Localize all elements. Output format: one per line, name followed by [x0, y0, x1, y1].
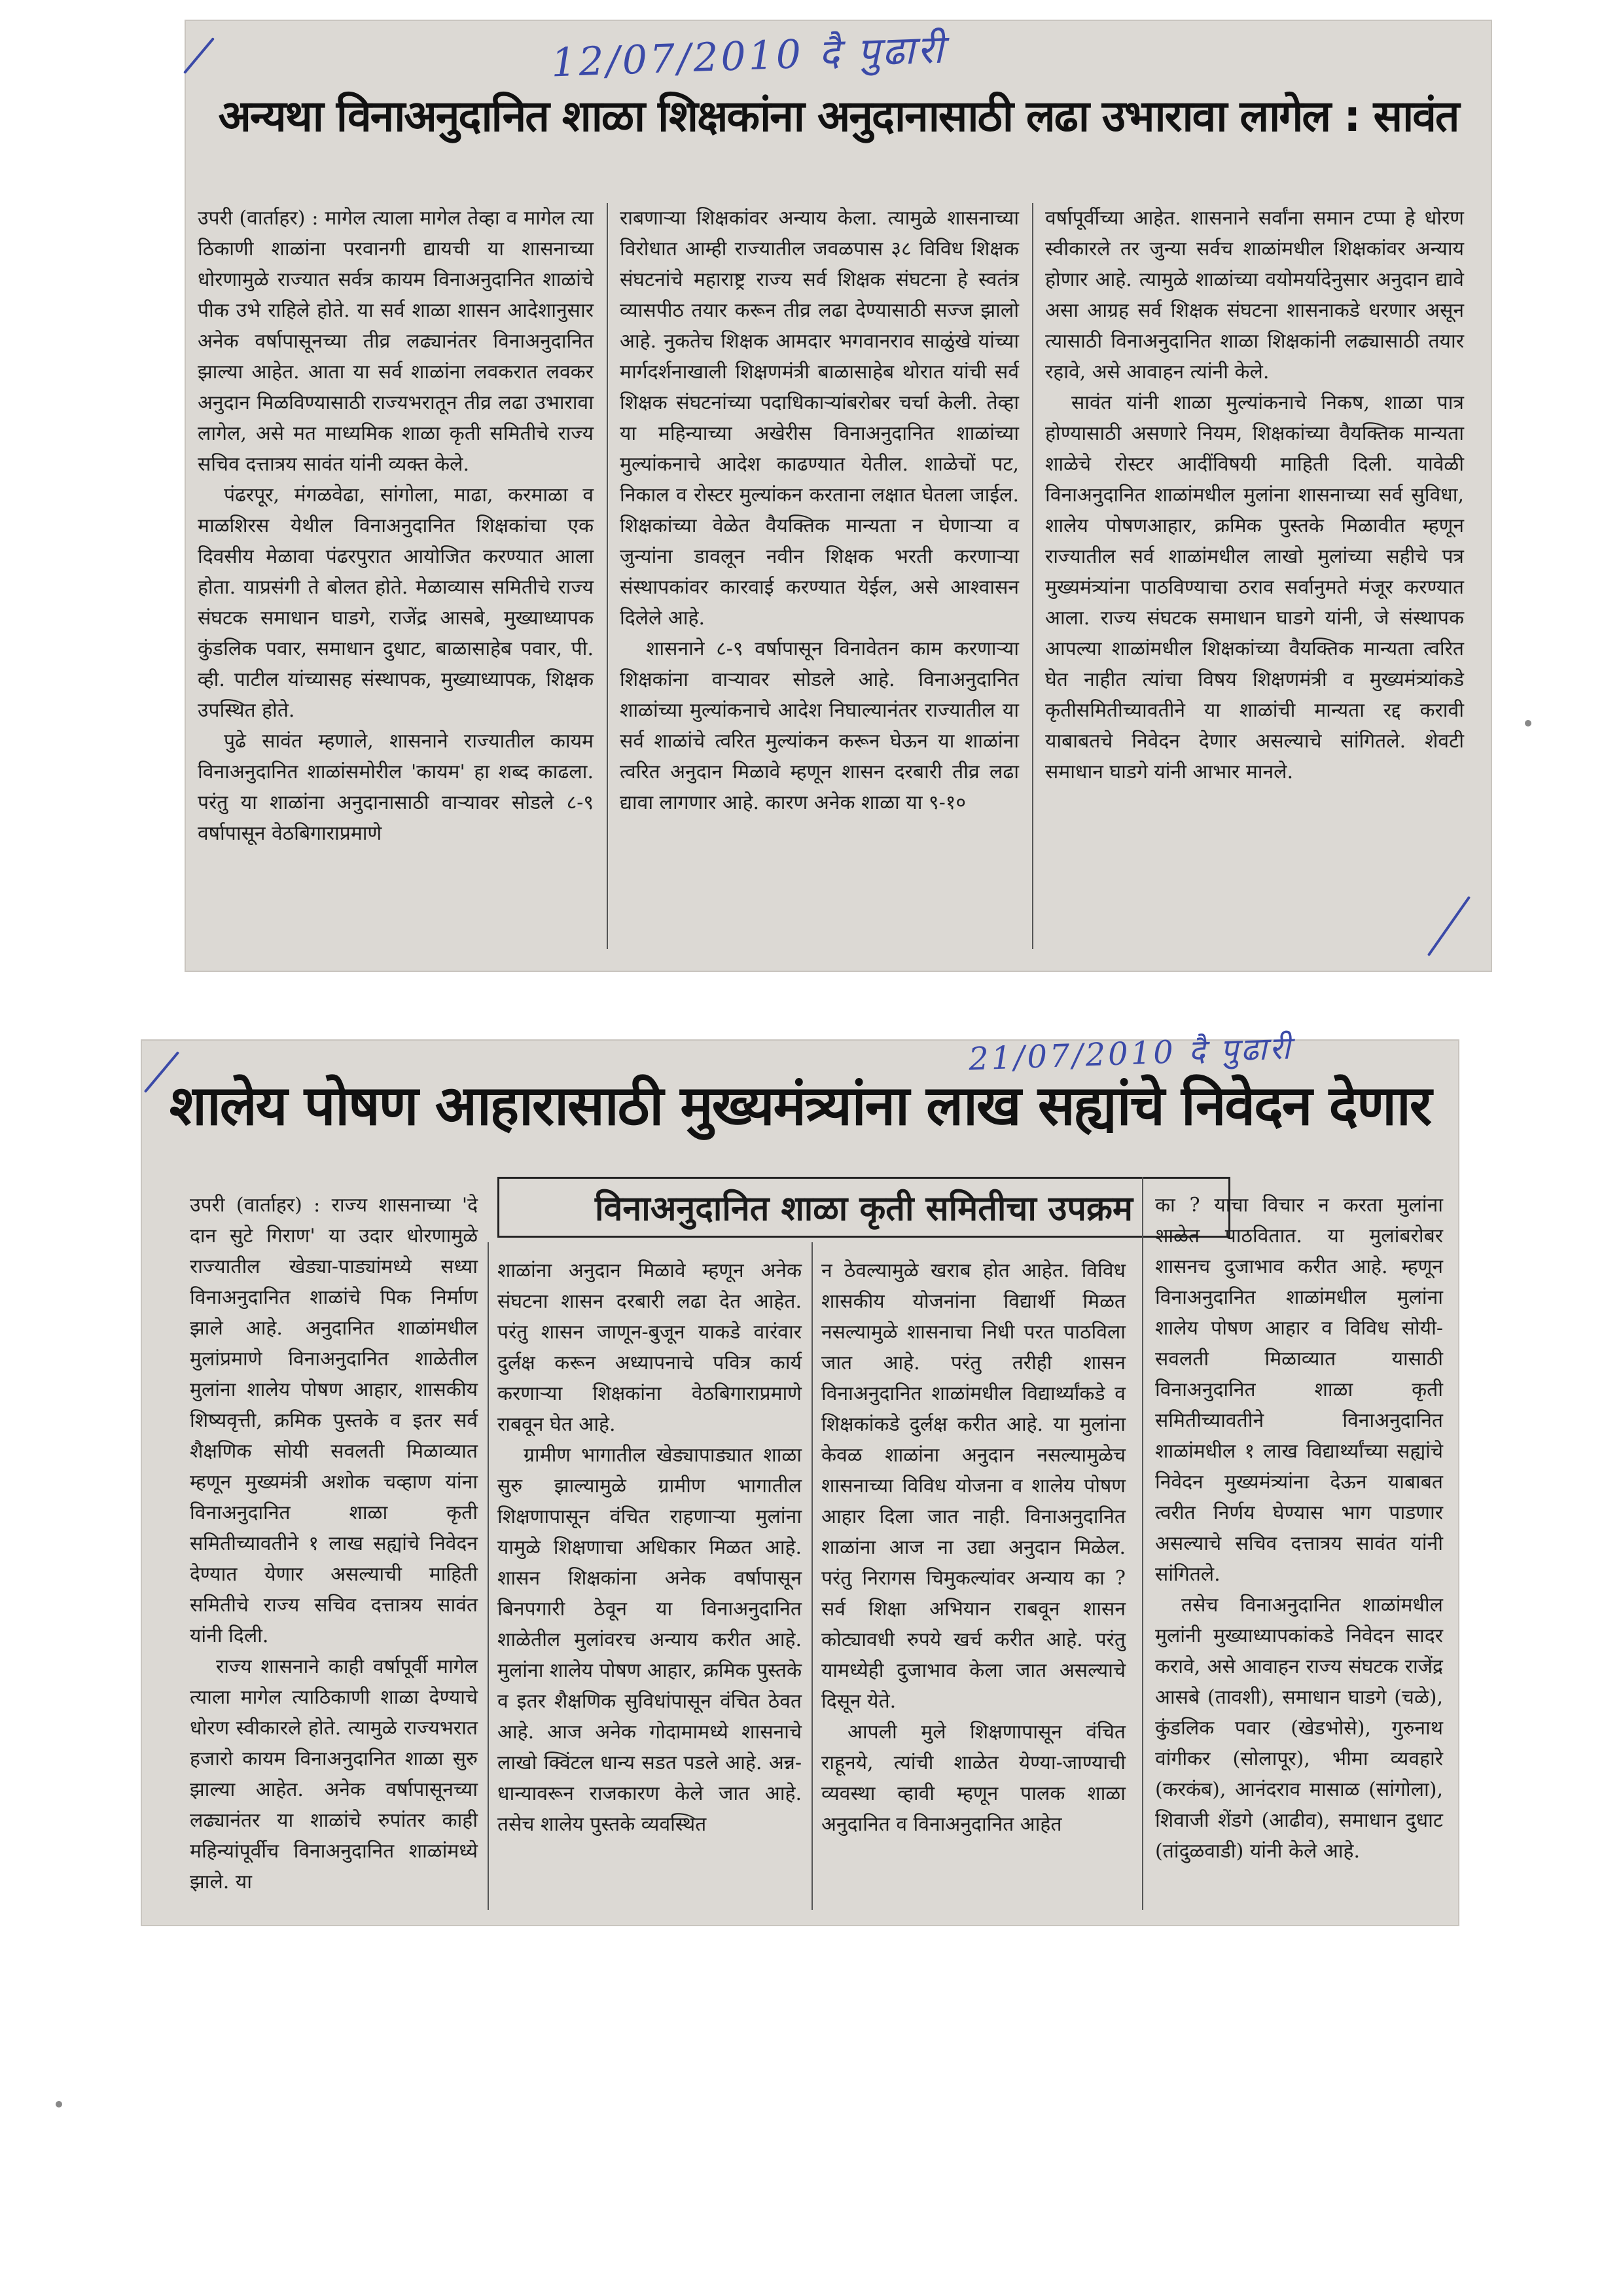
scan-speck: [1525, 720, 1531, 726]
paragraph: शासनाने ८-९ वर्षापासून विनावेतन काम करणाऱ्या शिक्षकांना वाऱ्यावर सोडले आहे. विनाअनुदानित शाळांच्या मुल्यांकनाचे आदेश निघाल्यानंतर राज्यातील या सर्व शाळांचे त्वरित मुल्यांकन करून घेऊन या शाळांना त्वरित अनुदान मिळावे म्हणून शासन दरबारी तीव्र लढा द्यावा लागणार आहे. कारण अनेक शाळा या ९-१०: [620, 637, 1019, 814]
article-column-2: [497, 1255, 802, 1840]
paragraph: सावंत यांनी शाळा मुल्यांकनाचे निकष, शाळा पात्र होण्यासाठी असणारे नियम, शिक्षकांच्या वैयक्तिक मान्यता शाळेचे रोस्टर आदींविषयी माहिती दिली. यावेळी विनाअनुदानित शाळांमधील मुलांना शासनाच्या सर्व सुविधा, शालेय पोषणआहार, क्रमिक पुस्तके मिळावीत म्हणून राज्यातील सर्व शाळांमधील लाखो मुलांच्या सहीचे पत्र मुख्यमंत्र्यांना पाठविण्याचा ठराव सर्वानुमते मंजूर करण्यात आला. राज्य संघटक समाधान घाडगे यांनी, जे संस्थापक आपल्या शाळांमधील शिक्षकांच्या वैयक्तिक मान्यता त्वरित घेत नाहीत त्यांचा विषय शिक्षणमंत्री व मुख्यमंत्र्यांकडे कृतीसमितीच्यावतीने या शाळांची मान्यता रद्द करावी याबाबतचे निवेदन देणार असल्याचे सांगितले. शेवटी समाधान घाडगे यांनी आभार मानले.: [1045, 391, 1464, 783]
column-divider: [607, 203, 608, 949]
handwritten-date-note: 21/07/2010 दै पुढारी: [968, 1030, 1294, 1078]
article-column-1: [198, 203, 594, 849]
paragraph: उपरी (वार्ताहर) : राज्य शासनाच्या 'दे दान सुटे गिराण' या उदार धोरणामुळे राज्यातील खेड्या-पाड्यांमध्ये सध्या विनाअनुदानित शाळांचे पिक निर्माण झाले आहे. अनुदानित शाळांमधील मुलांप्रमाणे विनाअनुदानित शाळेतील मुलांना शालेय पोषण आहार, शासकीय शिष्यवृत्ती, क्रमिक पुस्तके व इतर सर्व शैक्षणिक सोयी सवलती मिळाव्यात म्हणून मुख्यमंत्री अशोक चव्हाण यांना विनाअनुदानित शाळा कृती समितीच्यावतीने १ लाख सह्यांचे निवेदन देण्यात येणार असल्याची माहिती समितीचे राज्य सचिव दत्तात्रय सावंत यांनी दिली.: [190, 1194, 478, 1647]
paragraph: तसेच विनाअनुदानित शाळांमधील मुलांनी मुख्याध्यापकांकडे निवेदन सादर करावे, असे आवाहन राज्य संघटक राजेंद्र आसबे (तावशी), समाधान घाडगे (चळे), कुंडलिक पवार (खेडभोसे), गुरुनाथ वांगीकर (सोलापूर), भीमा व्यवहारे (करकंब), आनंदराव मासाळ (सांगोला), शिवाजी शेंडगे (आढीव), समाधान दुधाट (तांदुळवाडी) यांनी केले आहे.: [1155, 1594, 1443, 1863]
column-divider: [812, 1242, 813, 1910]
paragraph: आपली मुले शिक्षणापासून वंचित राहूनये, त्यांची शाळेत येण्या-जाण्याची व्यवस्था व्हावी म्हणून पालक शाळा अनुदानित व विनाअनुदानित आहेत: [821, 1721, 1126, 1836]
paragraph: उपरी (वार्ताहर) : मागेल त्याला मागेल तेव्हा व मागेल त्या ठिकाणी शाळांना परवानगी द्यायची या शासनाच्या धोरणामुळे राज्यात सर्वत्र कायम विनाअनुदानित शाळांचे पीक उभे राहिले होते. या सर्व शाळा शासन आदेशानुसार अनेक वर्षापासूनच्या तीव्र लढ्यानंतर विनाअनुदानित झाल्या आहेत. आता या सर्व शाळांना लवकरात लवकर अनुदान मिळविण्यासाठी राज्यभरातून तीव्र लढा उभारावा लागेल, असे मत माध्यमिक शाळा कृती समितीचे राज्य सचिव दत्तात्रय सावंत यांनी व्यक्त केले.: [198, 207, 594, 476]
paragraph: का ? याचा विचार न करता मुलांना शाळेत पाठवितात. या मुलांबरोबर शासनच दुजाभाव करीत आहे. म्हणून विनाअनुदानित शाळांमधील मुलांना शालेय पोषण आहार व विविध सोयी-सवलती मिळाव्यात यासाठी विनाअनुदानित शाळा कृती समितीच्यावतीने विनाअनुदानित शाळांमधील १ लाख विद्यार्थ्यांच्या सह्यांचे निवेदन मुख्यमंत्र्यांना देऊन याबाबत त्वरीत निर्णय घेण्यास भाग पाडणार असल्याचे सचिव दत्तात्रय सावंत यांनी सांगितले.: [1155, 1194, 1443, 1586]
paragraph: शाळांना अनुदान मिळावे म्हणून अनेक संघटना शासन दरबारी लढा देत आहेत. परंतु शासन जाणून-बुजून याकडे वारंवार दुर्लक्ष करून अध्यापनाचे पवित्र कार्य करणाऱ्या शिक्षकांना वेठबिगाराप्रमाणे राबवून घेत आहे.: [497, 1259, 802, 1436]
paragraph: वर्षापूर्वीच्या आहेत. शासनाने सर्वांना समान टप्पा हे धोरण स्वीकारले तर जुन्या सर्वच शाळांमधील शिक्षकांवर अन्याय होणार आहे. त्यामुळे शाळांच्या वयोमर्यादेनुसार अनुदान द्यावे असा आग्रह सर्व शिक्षक संघटना शासनाकडे धरणार असून त्यासाठी विनाअनुदानित शाळा शिक्षकांनी लढ्यासाठी तयार रहावे, असे आवाहन त्यांनी केले.: [1045, 207, 1464, 384]
article-column-1: [190, 1190, 478, 1897]
column-divider: [1142, 1177, 1143, 1910]
subheadline: विनाअनुदानित शाळा कृती समितीचा उपक्रम: [497, 1177, 1230, 1238]
paragraph: राबणाऱ्या शिक्षकांवर अन्याय केला. त्यामुळे शासनाच्या विरोधात आम्ही राज्यातील जवळपास ३८ विविध शिक्षक संघटनांचे महाराष्ट्र राज्य सर्व शिक्षक संघटना हे स्वतंत्र व्यासपीठ तयार करून तीव्र लढा देण्यासाठी सज्ज झालो आहे. नुकतेच शिक्षक आमदार भगवानराव साळुंखे यांच्या मार्गदर्शनाखाली शिक्षणमंत्री बाळासाहेब थोरात यांची सर्व शिक्षक संघटनांच्या पदाधिकाऱ्यांबरोबर चर्चा केली. तेव्हा या महिन्याच्या अखेरीस विनाअनुदानित शाळांच्या मुल्यांकनाचे आदेश काढण्यात येतील. शाळेचों पट, निकाल व रोस्टर मुल्यांकन करताना लक्षात घेतला जाईल. शिक्षकांच्या वेळेत वैयक्तिक मान्यता न घेणाऱ्या व जुन्यांना डावलून नवीन शिक्षक भरती करणाऱ्या संस्थापकांवर कारवाई करण्यात येईल, असे आश्वासन दिलेले आहे.: [620, 207, 1019, 630]
article-column-2: [620, 203, 1019, 818]
column-divider: [488, 1242, 489, 1910]
news-clipping-2: [141, 1030, 1459, 1926]
paragraph: न ठेवल्यामुळे खराब होत आहेत. विविध शासकीय योजनांना विद्यार्थी मिळत नसल्यामुळे शासनाचा निधी परत पाठविला जात आहे. परंतु तरीही शासन विनाअनुदानित शाळांमधील विद्यार्थ्यांकडे व शिक्षकांकडे दुर्लक्ष करीत आहे. या मुलांना केवळ शाळांना अनुदान नसल्यामुळेच शासनाच्या विविध योजना व शालेय पोषण आहार दिला जात नाही. विनाअनुदानित शाळांना आज ना उद्या अनुदान मिळेल. परंतु निरागस चिमुकल्यांवर अन्याय का ? सर्व शिक्षा अभियान राबवून शासन कोट्यावधी रुपये खर्च करीत आहे. परंतु यामध्येही दुजाभाव केला जात असल्याचे दिसून येते.: [821, 1259, 1126, 1713]
handwritten-date-note: 12/07/2010 दै पुढारी: [550, 26, 947, 86]
column-divider: [1032, 203, 1033, 949]
article-column-3: [1045, 203, 1464, 787]
headline: अन्यथा विनाअनुदानित शाळा शिक्षकांना अनुदानासाठी लढा उभारावा लागेल : सावंत: [218, 91, 1459, 141]
headline: शालेय पोषण आहारासाठी मुख्यमंत्र्यांना लाख सह्यांचे निवेदन देणार: [169, 1073, 1431, 1138]
pen-mark: [183, 37, 215, 74]
paragraph: ग्रामीण भागातील खेड्यापाड्यात शाळा सुरु झाल्यामुळे ग्रामीण भागातील शिक्षणापासून वंचित राहणाऱ्या मुलांना यामुळे शिक्षणाचा अधिकार मिळत आहे. शासन शिक्षकांना अनेक वर्षापासून बिनपगारी ठेवून या विनाअनुदानित शाळेतील मुलांवरच अन्याय करीत आहे. मुलांना शालेय पोषण आहार, क्रमिक पुस्तके व इतर शैक्षणिक सुविधांपासून वंचित ठेवत आहे. आज अनेक गोदामामध्ये शासनाचे लाखो क्विंटल धान्य सडत पडले आहे. अन्न-धान्यावरून राजकारण केले जात आहे. तसेच शालेय पुस्तके व्यवस्थित: [497, 1444, 802, 1836]
news-clipping-1: [185, 20, 1492, 972]
paragraph: पंढरपूर, मंगळवेढा, सांगोला, माढा, करमाळा व माळशिरस येथील विनाअनुदानित शिक्षकांचा एक दिवसीय मेळावा पंढरपुरात आयोजित करण्यात आला होता. याप्रसंगी ते बोलत होते. मेळाव्यास समितीचे राज्य संघटक समाधान घाडगे, राजेंद्र आसबे, मुख्याध्यापक कुंडलिक पवार, समाधान दुधाट, बाळासाहेब पवार, पी. व्ही. पाटील यांच्यासह संस्थापक, मुख्याध्यापक, शिक्षक उपस्थित होते.: [198, 484, 594, 722]
pen-mark: [1427, 896, 1471, 956]
article-column-4: [1155, 1190, 1443, 1867]
paragraph: राज्य शासनाने काही वर्षापूर्वी मागेल त्याला मागेल त्याठिकाणी शाळा देण्याचे धोरण स्वीकारले होते. त्यामुळे राज्यभरात हजारो कायम विनाअनुदानित शाळा सुरु झाल्या आहेत. अनेक वर्षापासूनच्या लढ्यानंतर या शाळांचे रुपांतर काही महिन्यांपूर्वीच विनाअनुदानित शाळांमध्ये झाले. या: [190, 1655, 478, 1893]
paragraph: पुढे सावंत म्हणाले, शासनाने राज्यातील कायम विनाअनुदानित शाळांसमोरील 'कायम' हा शब्द काढला. परंतु या शाळांना अनुदानासाठी वाऱ्यावर सोडले ८-९ वर्षापासून वेठबिगाराप्रमाणे: [198, 730, 594, 845]
article-column-3: [821, 1255, 1126, 1840]
scan-speck: [56, 2101, 62, 2108]
